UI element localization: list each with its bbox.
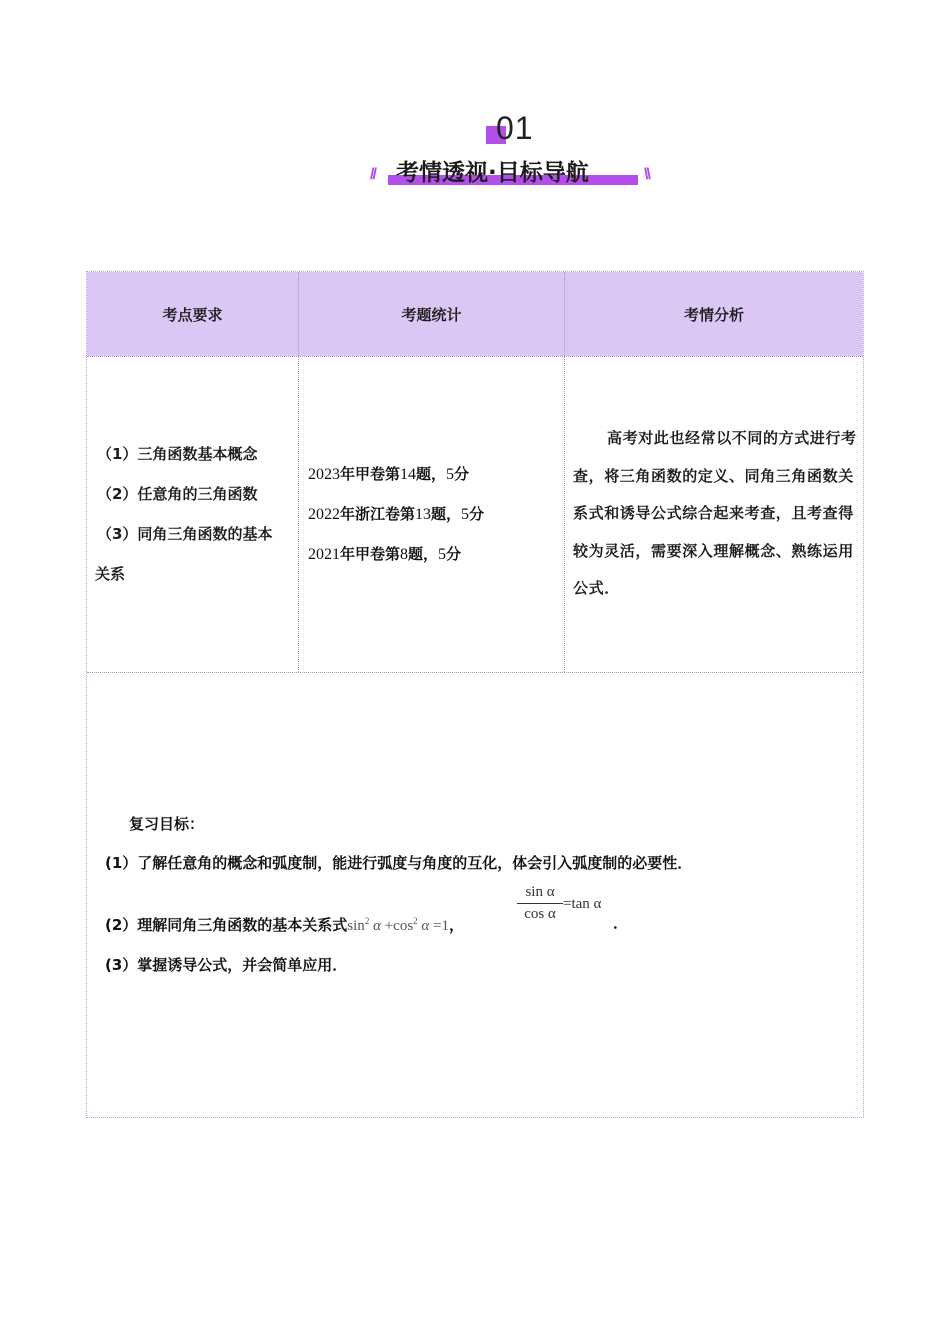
row-divider	[87, 356, 863, 357]
stat-unit: 分	[454, 465, 470, 483]
left-slash-decoration: //	[370, 166, 375, 183]
stat-question: 8	[400, 546, 409, 563]
page-title: 考情透视·目标导航	[396, 160, 589, 186]
goals-title: 复习目标：	[129, 815, 205, 833]
stat-year: 2022	[308, 506, 340, 523]
column-header-statistics: 考题统计	[401, 305, 462, 324]
fraction-denominator: cos α	[524, 906, 556, 922]
fraction-numerator: sin α	[517, 884, 563, 904]
stat-score: 5	[446, 466, 455, 483]
requirement-item: （3）同角三角函数的基本	[97, 525, 273, 543]
formula-tan: =tan α	[563, 896, 602, 912]
column-header-analysis: 考情分析	[683, 305, 744, 324]
stat-item	[308, 503, 484, 524]
requirement-item: 关系	[95, 565, 126, 583]
goal-item: (3）掌握诱导公式，并会简单应用．	[105, 956, 348, 974]
stat-tail: 题，	[416, 465, 447, 483]
section-title	[370, 150, 660, 190]
requirement-item: （1）三角函数基本概念	[97, 445, 258, 463]
stat-item	[308, 463, 469, 484]
formula-fraction	[517, 884, 563, 923]
stat-year: 2021	[308, 546, 340, 563]
requirements-cell	[97, 434, 272, 594]
stat-paper: 年甲卷第	[340, 465, 401, 483]
goal-item	[105, 914, 464, 935]
formula-identity: $\sin^2 \alpha +\cos^2$ α =1	[347, 916, 449, 934]
formula-period: ．	[613, 914, 629, 932]
stat-year: 2023	[308, 466, 340, 483]
section-number	[486, 108, 566, 148]
right-slash-decoration: \\	[644, 166, 649, 183]
stat-tail: 题，	[431, 505, 462, 523]
stat-score: 5	[461, 506, 470, 523]
requirement-item: （2）任意角的三角函数	[97, 485, 258, 503]
section-number-text: 01	[496, 110, 534, 146]
stat-paper: 年甲卷第	[340, 545, 401, 563]
stat-unit: 分	[446, 545, 462, 563]
formula-comma: ，	[449, 916, 465, 934]
stat-item	[308, 543, 461, 564]
goal-item: (1）了解任意角的概念和弧度制，能进行弧度与角度的互化，体会引入弧度制的必要性．	[105, 854, 693, 872]
row-divider	[87, 672, 863, 673]
goal-text: (2）理解同角三角函数的基本关系式	[105, 916, 348, 934]
stat-tail: 题，	[408, 545, 439, 563]
exam-analysis-table	[86, 271, 864, 1118]
analysis-text: 高考对此也经常以不同的方式进行考查，将三角函数的定义、同角三角函数关系式和诱导公式综合起来考查，且考查得较为灵活，需要深入理解概念、熟练运用公式．	[573, 429, 857, 597]
stat-unit: 分	[469, 505, 485, 523]
stat-question: 13	[415, 506, 432, 523]
column-header-requirements: 考点要求	[162, 305, 223, 324]
stat-paper: 年浙江卷第	[340, 505, 416, 523]
stat-question: 14	[400, 466, 417, 483]
stat-score: 5	[438, 546, 447, 563]
